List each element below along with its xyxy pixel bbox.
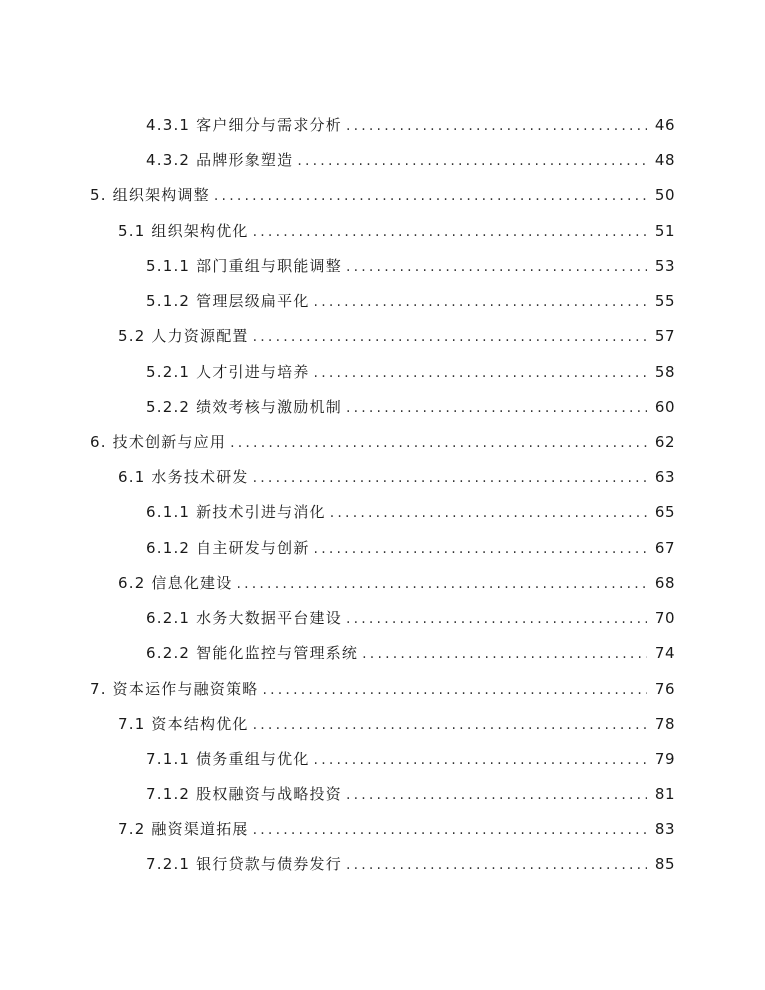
toc-entry-label: 7.2.1 银行贷款与债券发行 (146, 855, 342, 873)
toc-page-number: 67 (654, 539, 675, 557)
toc-dot-leader (253, 466, 647, 490)
toc-entry-5-2-1[interactable] (146, 360, 675, 384)
toc-dot-leader (346, 607, 647, 631)
toc-entry-7-1-1[interactable] (146, 747, 675, 771)
toc-page-number: 65 (654, 503, 675, 521)
toc-page-number: 79 (654, 750, 675, 768)
toc-entry-4-3-1[interactable] (146, 113, 675, 137)
toc-dot-leader (214, 184, 647, 208)
toc-dot-leader (314, 361, 647, 385)
toc-entry-label: 5.2.2 绩效考核与激励机制 (146, 398, 342, 416)
toc-dot-leader (314, 290, 647, 314)
toc-entry-4-3-2[interactable] (146, 148, 675, 172)
toc-entry-6-2[interactable] (118, 571, 675, 595)
toc-entry-5-2[interactable] (118, 324, 675, 348)
toc-entry-label: 7.1.2 股权融资与战略投资 (146, 785, 342, 803)
toc-page-number: 58 (654, 363, 675, 381)
toc-entry-7-2[interactable] (118, 817, 675, 841)
toc-entry-5-2-2[interactable] (146, 395, 675, 419)
toc-entry-7-1-2[interactable] (146, 782, 675, 806)
toc-entry-label: 6.2.2 智能化监控与管理系统 (146, 644, 359, 662)
toc-page-number: 85 (654, 855, 675, 873)
toc-entry-label: 7.1 资本结构优化 (118, 715, 249, 733)
toc-entry-label: 4.3.1 客户细分与需求分析 (146, 116, 342, 134)
toc-page-number: 83 (654, 820, 675, 838)
toc-entry-label: 6.1.1 新技术引进与消化 (146, 503, 326, 521)
toc-dot-leader (314, 537, 647, 561)
toc-entry-5-1-2[interactable] (146, 289, 675, 313)
toc-entry-5[interactable] (90, 183, 675, 207)
toc-page-number: 57 (654, 327, 675, 345)
toc-entry-6-2-2[interactable] (146, 641, 675, 665)
toc-entry-label: 6. 技术创新与应用 (90, 433, 227, 451)
toc-entry-label: 7. 资本运作与融资策略 (90, 680, 259, 698)
toc-entry-label: 7.1.1 债务重组与优化 (146, 750, 310, 768)
toc-page-number: 68 (654, 574, 675, 592)
toc-page-number: 50 (654, 186, 675, 204)
toc-page-number: 70 (654, 609, 675, 627)
toc-entry-label: 5.1.1 部门重组与职能调整 (146, 257, 342, 275)
toc-dot-leader (346, 255, 647, 279)
toc-page-number: 76 (654, 680, 675, 698)
toc-entry-label: 6.2 信息化建设 (118, 574, 233, 592)
toc-entry-label: 5. 组织架构调整 (90, 186, 210, 204)
toc-dot-leader (253, 325, 647, 349)
toc-entry-label: 6.1.2 自主研发与创新 (146, 539, 310, 557)
toc-page-number: 63 (654, 468, 675, 486)
toc-entry-label: 5.2.1 人才引进与培养 (146, 363, 310, 381)
toc-page-number: 48 (654, 151, 675, 169)
toc-dot-leader (330, 501, 647, 525)
toc-page-number: 78 (654, 715, 675, 733)
toc-dot-leader (346, 114, 647, 138)
toc-entry-6-1[interactable] (118, 465, 675, 489)
toc-entry-5-1-1[interactable] (146, 254, 675, 278)
toc-entry-label: 5.1 组织架构优化 (118, 222, 249, 240)
toc-entry-label: 6.1 水务技术研发 (118, 468, 249, 486)
toc-dot-leader (230, 431, 647, 455)
toc-page-number: 46 (654, 116, 675, 134)
toc-entry-6-1-1[interactable] (146, 500, 675, 524)
toc-dot-leader (236, 572, 646, 596)
toc-entry-5-1[interactable] (118, 219, 675, 243)
toc-entry-7-1[interactable] (118, 712, 675, 736)
toc-dot-leader (262, 678, 646, 702)
toc-dot-leader (362, 642, 647, 666)
toc-dot-leader (346, 783, 647, 807)
toc-entry-7-2-1[interactable] (146, 852, 675, 876)
toc-entry-label: 5.2 人力资源配置 (118, 327, 249, 345)
toc-page-number: 51 (654, 222, 675, 240)
toc-entry-label: 6.2.1 水务大数据平台建设 (146, 609, 342, 627)
toc-entry-label: 4.3.2 品牌形象塑造 (146, 151, 294, 169)
toc-page-number: 55 (654, 292, 675, 310)
toc-page-number: 53 (654, 257, 675, 275)
toc-page-number: 81 (654, 785, 675, 803)
toc-entry-6-2-1[interactable] (146, 606, 675, 630)
toc-dot-leader (253, 220, 647, 244)
toc-page-number: 62 (654, 433, 675, 451)
toc-dot-leader (253, 818, 647, 842)
toc-entry-7[interactable] (90, 677, 675, 701)
toc-dot-leader (297, 149, 647, 173)
toc-entry-6-1-2[interactable] (146, 536, 675, 560)
toc-entry-6[interactable] (90, 430, 675, 454)
toc-page-number: 74 (654, 644, 675, 662)
toc-entry-label: 5.1.2 管理层级扁平化 (146, 292, 310, 310)
toc-dot-leader (314, 748, 647, 772)
toc-page-number: 60 (654, 398, 675, 416)
toc-dot-leader (346, 396, 647, 420)
toc-entry-label: 7.2 融资渠道拓展 (118, 820, 249, 838)
toc-dot-leader (346, 853, 647, 877)
toc-dot-leader (253, 713, 647, 737)
